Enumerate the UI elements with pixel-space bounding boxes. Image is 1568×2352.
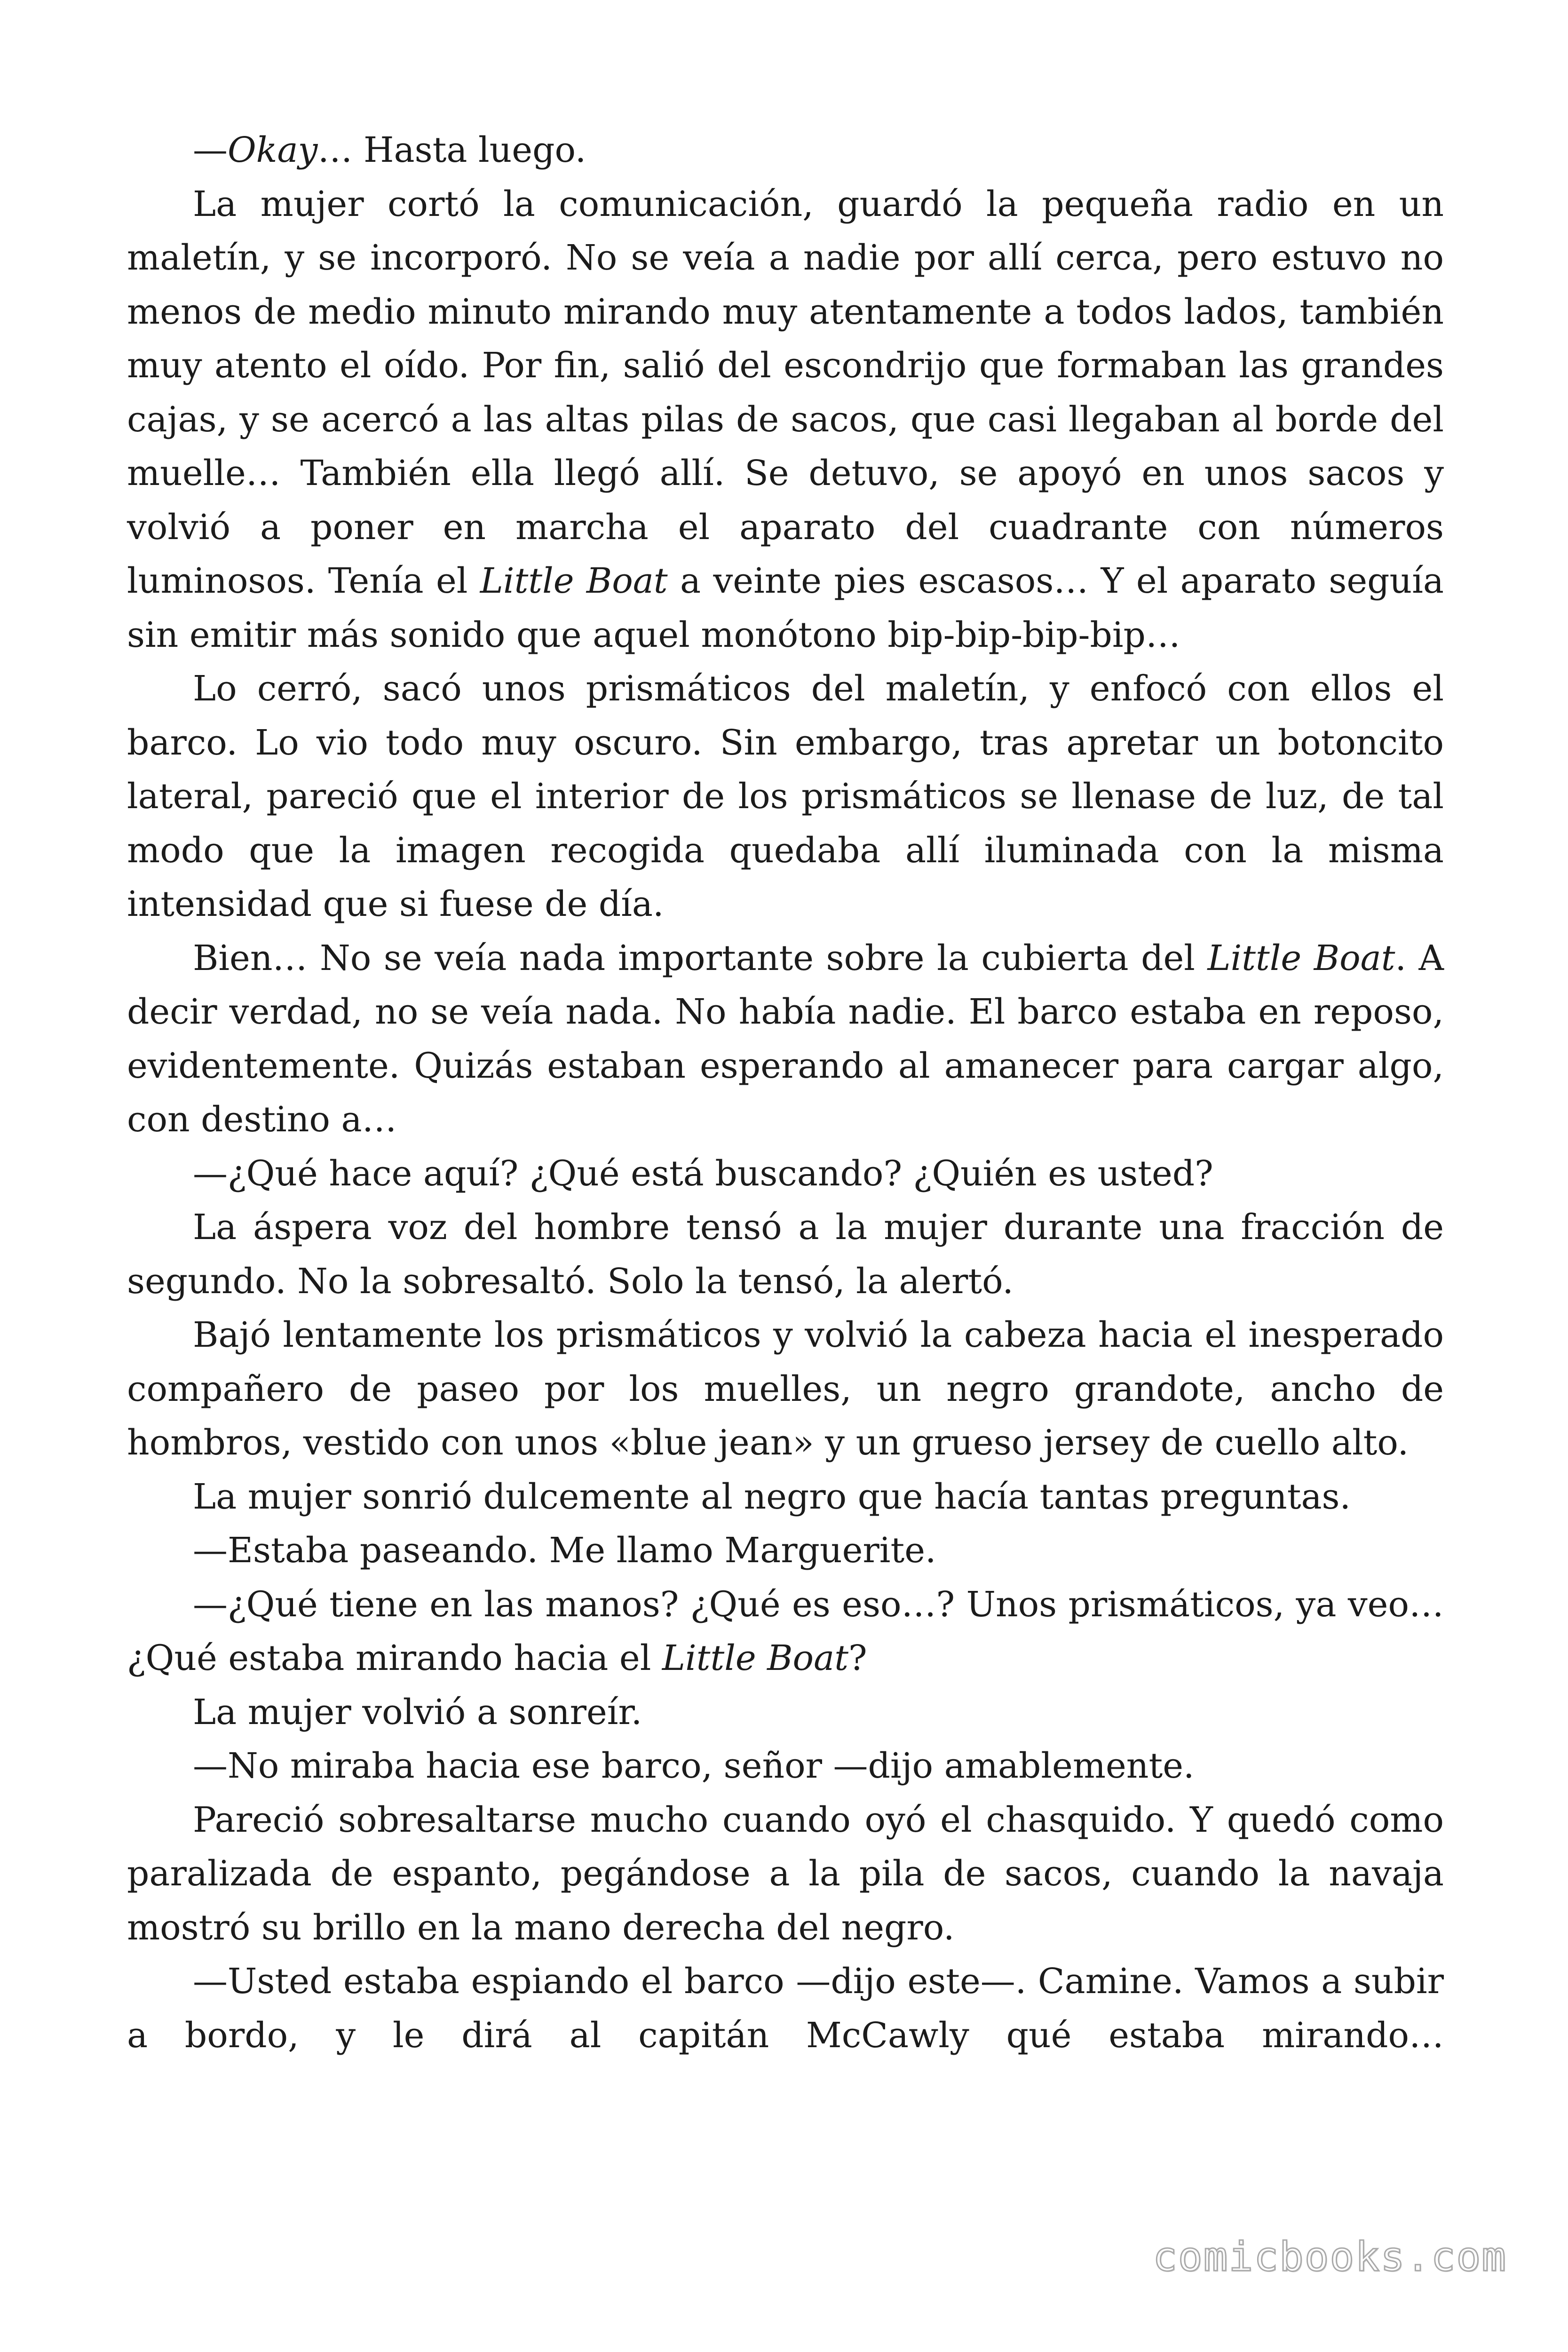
paragraph: —¿Qué tiene en las manos? ¿Qué es eso…? Unos prismáticos, ya veo… ¿Qué estaba mirando hacia el Little Boat? (127, 1584, 1444, 1678)
paragraph: —Okay… Hasta luego. (193, 130, 586, 170)
paragraph: Lo cerró, sacó unos prismáticos del maletín, y enfocó con ellos el barco. Lo vio todo muy oscuro. Sin embargo, tras apretar un botoncito lateral, pareció que el interior de los prismáticos se llenase de luz, de tal modo que la imagen recogida quedaba allí iluminada con la misma intensidad que si fuese de día. (127, 668, 1444, 924)
paragraph: —Estaba paseando. Me llamo Marguerite. (193, 1530, 936, 1571)
italic-title: Little Boat (662, 1638, 848, 1678)
italic-title: Little Boat (480, 561, 668, 601)
paragraph: La mujer sonrió dulcemente al negro que hacía tantas preguntas. (193, 1476, 1351, 1517)
italic-title: Little Boat (1207, 938, 1395, 978)
paragraph: Bien… No se veía nada importante sobre la cubierta del Little Boat. A decir verdad, no se veía nada. No había nadie. El barco estaba en reposo, evidentemente. Quizás estaban esperando al amanecer para cargar algo, con destino a… (127, 938, 1444, 1140)
paragraph: Bajó lentamente los prismáticos y volvió la cabeza hacia el inesperado compañero de paseo por los muelles, un negro grandote, ancho de hombros, vestido con unos «blue jean» y un grueso jersey de cuello alto. (127, 1315, 1444, 1463)
italic-title: Okay (228, 130, 318, 170)
paragraph: —¿Qué hace aquí? ¿Qué está buscando? ¿Quién es usted? (193, 1153, 1213, 1194)
paragraph: La mujer volvió a sonreír. (193, 1692, 642, 1732)
paragraph: La áspera voz del hombre tensó a la mujer durante una fracción de segundo. No la sobresaltó. Solo la tensó, la alertó. (127, 1207, 1444, 1302)
watermark: comicbooks.com (1153, 2233, 1507, 2280)
paragraph: —No miraba hacia ese barco, señor —dijo amablemente. (193, 1746, 1195, 1786)
paragraph: La mujer cortó la comunicación, guardó la pequeña radio en un maletín, y se incorporó. No se veía a nadie por allí cerca, pero estuvo no menos de medio minuto mirando muy atentamente a todos lados, también muy atento el oído. Por fin, salió del escondrijo que formaban las grandes cajas, y se acercó a las altas pilas de sacos, que casi llegaban al borde del muelle… También ella llegó allí. Se detuvo, se apoyó en unos sacos y volvió a poner en marcha el aparato del cuadrante con números luminosos. Tenía el Little Boat a veinte pies escasos… Y el aparato seguía sin emitir más sonido que aquel monótono bip-bip-bip-bip… (127, 183, 1444, 655)
paragraph: —Usted estaba espiando el barco —dijo este—. Camine. Vamos a subir a bordo, y le dirá al capitán McCawly qué estaba mirando… (127, 1961, 1444, 2056)
paragraph: Pareció sobresaltarse mucho cuando oyó el chasquido. Y quedó como paralizada de espanto, pegándose a la pila de sacos, cuando la navaja mostró su brillo en la mano derecha del negro. (127, 1799, 1444, 1948)
page-body (127, 123, 1444, 2062)
